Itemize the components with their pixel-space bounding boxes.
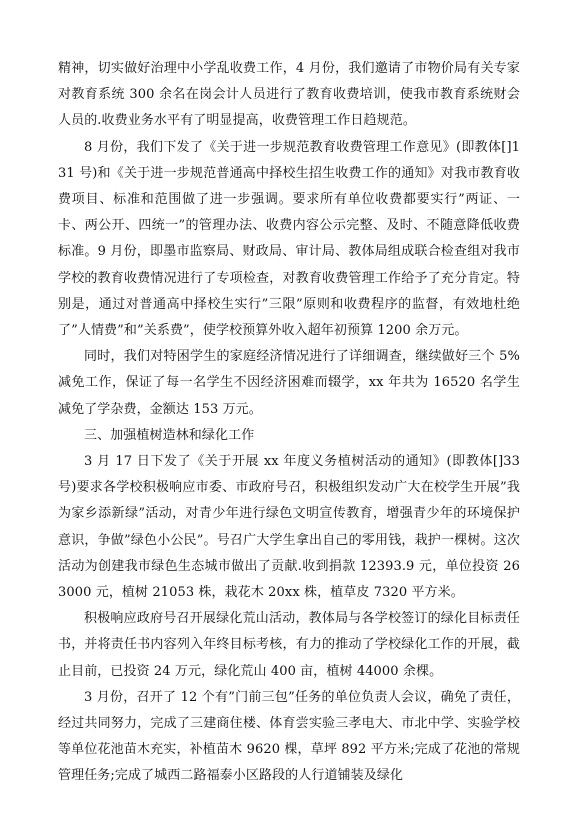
paragraph-2: 8 月份，我们下发了《关于进一步规范教育收费管理工作意见》(即教体[]131 号)和《关于进一步规范普通高中择校生招生收费工作的通知》对我市教育收费项目、标准和范围做了进一步强调。要求所有单位收费都要实行”两证、一卡、两公开、四统一”的管理办法、收费内容公示完整、及时、不随意降低收费标准。9 月份，即墨市监察局、财政局、审计局、教体局组成联合检查组对我市学校的教育收费情况进行了专项检查，对教育收费管理工作给予了充分肯定。特别是，通过对普通高中择校生实行”三限”原则和收费程序的监督，有效地杜绝了”人情费”和”关系费”，使学校预算外收入超年初预算 1200 余万元。 [58, 139, 520, 339]
paragraph-1: 精神，切实做好治理中小学乱收费工作，4 月份，我们邀请了市物价局有关专家对教育系统 300 余名在岗会计人员进行了教育收费培训，使我市教育系统财会人员的.收费业务水平有了明显提高，收费管理工作日趋规范。 [58, 61, 520, 129]
section-heading: 三、加强植树造林和绿化工作 [84, 427, 255, 443]
paragraph-6: 3 月份，召开了 12 个有”门前三包”任务的单位负责人会议，确免了责任，经过共同努力，完成了三建商住楼、体育尝实验三孝电大、市北中学、实验学校等单位花池苗木充实，补植苗木 9620 棵，草坪 892 平方米;完成了花池的常规管理任务;完成了城西二路福泰小区路段的人行道铺装及绿化 [58, 689, 520, 784]
paragraph-4: 3 月 17 日下发了《关于开展 xx 年度义务植树活动的通知》(即教体[]33 号)要求各学校积极响应市委、市政府号召，积极组织发动广大在校学生开展”我为家乡添新绿”活动，对青少年进行绿色文明宣传教育，增强青少年的环境保护意识，争做”绿色小公民”。号召广大学生拿出自己的零用钱，栽护一棵树。这次活动为创建我市绿色生态城市做出了贡献.收到捐款 12393.9 元，单位投资 263000 元，植树 21053 株，栽花木 20xx 株，植草皮 7320 平方米。 [58, 454, 520, 601]
paragraph-3: 同时，我们对特困学生的家庭经济情况进行了详细调查，继续做好三个 5%减免工作，保证了每一名学生不因经济困难而辍学，xx 年共为 16520 名学生减免了学杂费，金额达 153 万元。 [58, 349, 520, 417]
paragraph-5: 积极响应政府号召开展绿化荒山活动，教体局与各学校签订的绿化目标责任书，并将责任书内容列入年终目标考核，有力的推动了学校绿化工作的开展，截止目前，已投资 24 万元，绿化荒山 400 亩，植树 44000 余棵。 [58, 611, 520, 679]
